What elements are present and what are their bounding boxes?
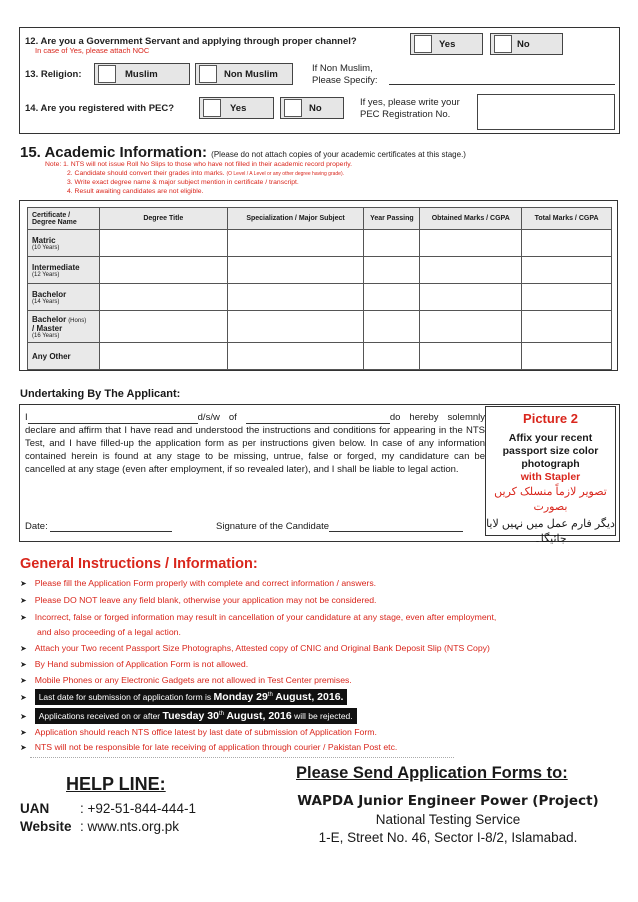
name-field[interactable] [28, 410, 198, 424]
item-text: Please fill the Application Form properly with complete and correct information / answers. [34, 578, 377, 588]
cell[interactable] [364, 343, 420, 370]
cell[interactable] [522, 284, 612, 311]
item-text: Mobile Phones or any Electronic Gadgets are not allowed in Test Center premises. [34, 675, 352, 685]
note-small: (O Level / A Level or any other degree having grade). [226, 171, 345, 177]
row-other [28, 343, 100, 370]
date-field[interactable] [50, 520, 172, 532]
signature-label: Signature of the Candidate [216, 521, 330, 532]
row-label: / Master [32, 323, 63, 333]
text-hereby: do hereby solemnly [389, 412, 485, 423]
banner-text: Applications received on or after [38, 711, 161, 721]
row-label: Intermediate [32, 262, 80, 272]
cell[interactable] [99, 284, 227, 311]
arrow-icon: ➤ [20, 579, 27, 588]
item-text: Incorrect, false or forged information may result in cancellation of your candidature at any stage, even after employment, [34, 612, 497, 622]
row-years: (16 Years) [32, 332, 60, 339]
row-hons: (Hons) [68, 317, 87, 324]
table-header-row [28, 208, 612, 230]
header-text: Degree Name [32, 218, 77, 226]
cell[interactable] [99, 311, 227, 343]
photo-text: photograph [521, 458, 580, 470]
arrow-icon: ➤ [20, 660, 27, 669]
pec-registration-field[interactable] [477, 94, 615, 130]
option-label: Yes [439, 39, 456, 50]
arrow-icon: ➤ [20, 743, 27, 752]
item-text: By Hand submission of Application Form is not allowed. [34, 659, 249, 669]
website-link[interactable]: : www.nts.org.pk [80, 819, 180, 834]
option-label: Non Muslim [224, 69, 278, 80]
option-label: No [517, 39, 530, 50]
academic-table [27, 207, 612, 370]
cell[interactable] [522, 230, 612, 257]
academic-table-frame [19, 200, 618, 371]
row-bachelor [28, 284, 100, 311]
send-title: Please Send Application Forms to: [296, 764, 568, 782]
header-obtained: Obtained Marks / CGPA [420, 208, 522, 230]
cell[interactable] [522, 343, 612, 370]
header-total: Total Marks / CGPA [522, 208, 612, 230]
cell[interactable] [420, 230, 522, 257]
q13-non-muslim-option[interactable] [195, 63, 293, 85]
list-item-deadline [20, 689, 347, 705]
list-item [20, 595, 376, 605]
cell[interactable] [227, 343, 364, 370]
religion-specify-field[interactable] [389, 84, 615, 85]
rejection-banner [35, 708, 357, 724]
table-row [28, 343, 612, 370]
cell[interactable] [420, 257, 522, 284]
list-item-continued: and also proceeding of a legal action. [37, 627, 181, 637]
cell[interactable] [522, 311, 612, 343]
arrow-icon: ➤ [20, 676, 27, 685]
option-label: Muslim [125, 69, 158, 80]
cell[interactable] [522, 257, 612, 284]
header-year: Year Passing [364, 208, 420, 230]
table-row [28, 311, 612, 343]
address-org: WAPDA Junior Engineer Power (Project) [297, 793, 599, 809]
table-row [28, 257, 612, 284]
address-line-2: National Testing Service [375, 812, 521, 827]
option-label: Yes [230, 103, 247, 114]
item-text: Application should reach NTS office latest by last date of submission of Application Form. [34, 727, 377, 737]
banner-date: Monday 29 [213, 691, 268, 703]
q13-muslim-option[interactable] [94, 63, 190, 85]
row-years: (12 Years) [32, 271, 60, 278]
list-item [20, 643, 490, 653]
academic-subtitle: (Please do not attach copies of your academic certificates at this stage.) [211, 150, 466, 159]
item-text: Attach your Two recent Passport Size Photographs, Attested copy of CNIC and Original Bank Deposit Slip (NTS Copy) [34, 643, 490, 653]
cell[interactable] [227, 230, 364, 257]
photo-urdu-1: تصویر لازماً منسلک کریں بصورت [494, 486, 607, 513]
instructions-title: General Instructions / Information: [20, 556, 258, 572]
undertaking-title: Undertaking By The Applicant: [20, 388, 181, 400]
q14-no-option[interactable] [280, 97, 344, 119]
undertaking-body: declare and affirm that I have read and understood the instructions and conditions for appearing in the NTS Test, and I have filled-up the application form as per instructions given below. In case of any information contained herein is found at any stage to be missing, untrue, false or forged, my candidature can be cancelled at any stage (even after employment, if so revealed later), and I shall be liable to legal action. [25, 425, 485, 475]
cell[interactable] [364, 257, 420, 284]
cell[interactable] [99, 257, 227, 284]
academic-note-2 [67, 170, 344, 177]
uan-row [20, 801, 196, 816]
list-item [20, 742, 397, 752]
website-label: Website [20, 819, 72, 834]
checkbox[interactable] [199, 65, 217, 83]
banner-date: Tuesday 30 [162, 710, 219, 722]
academic-note-3: 3. Write exact degree name & major subject mention in certificate / transcript. [67, 179, 299, 186]
q12-yes-option[interactable] [410, 33, 483, 55]
helpline-title: HELP LINE: [66, 774, 166, 794]
q13-other-text-2: Please Specify: [312, 75, 378, 86]
checkbox[interactable] [284, 99, 302, 117]
dotted-divider [30, 757, 454, 758]
cell[interactable] [99, 230, 227, 257]
q14-reg-text-2: PEC Registration No. [360, 109, 451, 120]
banner-sup: th [218, 711, 224, 718]
item-text: NTS will not be responsible for late receiving of application through courier / Pakistan Post etc. [34, 742, 398, 752]
table-row [28, 230, 612, 257]
text-i: I [25, 412, 28, 423]
option-label: No [309, 103, 322, 114]
list-item [20, 675, 352, 685]
row-matric [28, 230, 100, 257]
father-name-field[interactable] [246, 410, 390, 424]
cell[interactable] [364, 284, 420, 311]
list-item [20, 578, 376, 588]
cell[interactable] [227, 311, 364, 343]
header-certificate [28, 208, 100, 230]
q13-other-text-1: If Non Muslim, [312, 63, 373, 74]
row-intermediate [28, 257, 100, 284]
academic-title: 15. Academic Information: [20, 144, 207, 161]
q12-note: In case of Yes, please attach NOC [35, 46, 150, 55]
row-label: Matric [32, 235, 56, 245]
uan-label: UAN [20, 801, 50, 816]
banner-date-end: August, 2016 [226, 710, 292, 722]
header-text: Certificate / [32, 211, 71, 219]
arrow-icon: ➤ [20, 693, 27, 702]
cell[interactable] [364, 311, 420, 343]
deadline-banner [35, 689, 348, 705]
q14-reg-text-1: If yes, please write your [360, 97, 460, 108]
checkbox[interactable] [98, 65, 116, 83]
cell[interactable] [227, 284, 364, 311]
q14-yes-option[interactable] [199, 97, 274, 119]
photo-box[interactable] [485, 406, 616, 545]
list-item [20, 612, 496, 622]
arrow-icon: ➤ [20, 613, 27, 622]
list-item [20, 727, 377, 737]
photo-title: Picture 2 [523, 411, 578, 426]
date-row [25, 520, 172, 532]
item-text: Please DO NOT leave any field blank, otherwise your application may not be considered. [34, 595, 377, 605]
arrow-icon: ➤ [20, 596, 27, 605]
header-degree-title: Degree Title [99, 208, 227, 230]
banner-text: Last date for submission of application form is [38, 692, 212, 702]
website-row [20, 819, 179, 834]
q12-label: 12. Are you a Government Servant and applying through proper channel? [25, 36, 357, 47]
q13-label: 13. Religion: [25, 69, 82, 80]
row-master [28, 311, 100, 343]
text-dsw: d/s/w of [197, 412, 237, 423]
photo-text: passport size color [502, 445, 599, 457]
banner-sup: th [267, 692, 273, 699]
signature-row [216, 520, 463, 532]
cell[interactable] [420, 343, 522, 370]
signature-field[interactable] [329, 520, 463, 532]
address-line-3: 1-E, Street No. 46, Sector I-8/2, Islamabad. [318, 830, 578, 845]
photo-stapler-text: with Stapler [520, 471, 581, 483]
row-label: Bachelor [32, 314, 67, 324]
uan-value: : +92-51-844-444-1 [80, 801, 196, 816]
checkbox[interactable] [494, 35, 512, 53]
cell[interactable] [99, 343, 227, 370]
arrow-icon: ➤ [20, 728, 27, 737]
list-item [20, 659, 248, 669]
q12-no-option[interactable] [490, 33, 563, 55]
row-label: Bachelor [32, 289, 67, 299]
academic-title-row [20, 144, 466, 161]
checkbox[interactable] [203, 99, 221, 117]
arrow-icon: ➤ [20, 644, 27, 653]
q14-label: 14. Are you registered with PEC? [25, 103, 175, 114]
cell[interactable] [420, 284, 522, 311]
academic-note-1: Note: 1. NTS will not issue Roll No Slips to those who have not filled in their academic record properly. [45, 161, 353, 168]
row-years: (14 Years) [32, 298, 60, 305]
note-text: 2. Candidate should convert their grades into marks. [67, 170, 225, 177]
arrow-icon: ➤ [20, 712, 27, 721]
cell[interactable] [420, 311, 522, 343]
academic-note-4: 4. Result awaiting candidates are not eligible. [67, 188, 204, 195]
undertaking-text [25, 410, 485, 476]
row-label: Any Other [32, 351, 71, 361]
row-years: (10 Years) [32, 244, 60, 251]
banner-text-end: will be rejected. [294, 711, 353, 721]
banner-date-end: August, 2016. [275, 691, 344, 703]
table-row [28, 284, 612, 311]
date-label: Date: [25, 521, 48, 532]
header-specialization: Specialization / Major Subject [227, 208, 364, 230]
photo-text: Affix your recent [508, 432, 593, 444]
photo-urdu-2: دیگر فارم عمل میں نہیں لایا جائیگا۔ [486, 518, 615, 545]
checkbox[interactable] [414, 35, 432, 53]
list-item-rejection [20, 708, 357, 724]
cell[interactable] [364, 230, 420, 257]
cell[interactable] [227, 257, 364, 284]
